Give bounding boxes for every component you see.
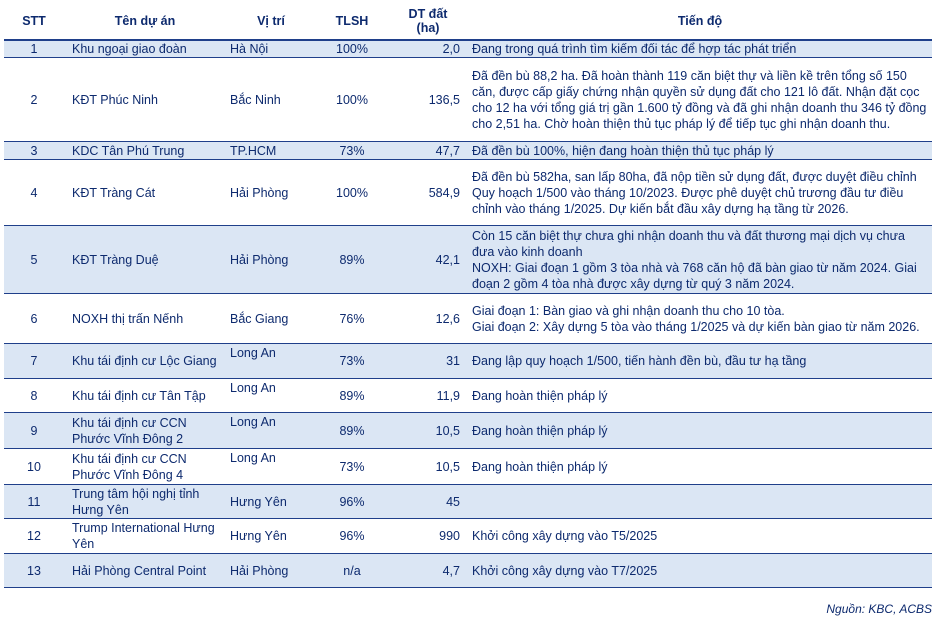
cell-area: 31	[388, 344, 468, 379]
cell-location: Hưng Yên	[226, 485, 316, 519]
cell-project: Khu tái định cư Tân Tập	[64, 379, 226, 413]
cell-ownership: 100%	[316, 160, 388, 226]
cell-stt: 2	[4, 58, 64, 142]
cell-location: Hà Nội	[226, 40, 316, 58]
cell-progress: Đã đền bù 100%, hiện đang hoàn thiện thủ tục pháp lý	[468, 142, 932, 160]
header-ownership: TLSH	[316, 2, 388, 40]
cell-area: 12,6	[388, 294, 468, 344]
table-row	[4, 519, 932, 554]
cell-project: Khu tái định cư Lộc Giang	[64, 344, 226, 379]
cell-location: Long An	[226, 379, 316, 413]
cell-progress: Đã đền bù 582ha, san lấp 80ha, đã nộp tiền sử dụng đất, được duyệt điều chỉnh Quy hoạch 1/500 vào tháng 10/2023. Được phê duyệt chủ trương đầu tư điều chỉnh vào tháng 1/2025. Dự kiến bắt đầu xây dựng hạ tầng từ 2026.	[468, 160, 932, 226]
cell-stt: 11	[4, 485, 64, 519]
cell-project: Khu tái định cư CCN Phước Vĩnh Đông 2	[64, 413, 226, 449]
cell-project: Khu tái định cư CCN Phước Vĩnh Đông 4	[64, 449, 226, 485]
table-row	[4, 40, 932, 58]
cell-area: 42,1	[388, 226, 468, 294]
cell-stt: 6	[4, 294, 64, 344]
cell-area: 584,9	[388, 160, 468, 226]
cell-ownership: 73%	[316, 449, 388, 485]
header-area: DT đất (ha)	[388, 2, 468, 40]
cell-stt: 3	[4, 142, 64, 160]
cell-progress: Đang hoàn thiện pháp lý	[468, 379, 932, 413]
header-stt: STT	[4, 2, 64, 40]
cell-location: Hải Phòng	[226, 160, 316, 226]
header-location: Vị trí	[226, 2, 316, 40]
cell-ownership: 96%	[316, 485, 388, 519]
cell-stt: 9	[4, 413, 64, 449]
table-row	[4, 58, 932, 142]
cell-location: Bắc Giang	[226, 294, 316, 344]
cell-location: Bắc Ninh	[226, 58, 316, 142]
cell-project: KDC Tân Phú Trung	[64, 142, 226, 160]
cell-area: 2,0	[388, 40, 468, 58]
cell-location: Long An	[226, 344, 316, 379]
table-row	[4, 379, 932, 413]
cell-progress: Còn 15 căn biệt thự chưa ghi nhận doanh thu và đất thương mại dịch vụ chưa đưa vào kinh doanh NOXH: Giai đoạn 1 gồm 3 tòa nhà và 768 căn hộ đã bàn giao từ năm 2024. Giai đoạn 2 gồm 4 tòa nhà được xây dựng từ quý 3 năm 2024.	[468, 226, 932, 294]
cell-ownership: 89%	[316, 226, 388, 294]
cell-progress: Đang trong quá trình tìm kiếm đối tác để hợp tác phát triển	[468, 40, 932, 58]
table-row	[4, 413, 932, 449]
cell-ownership: 100%	[316, 40, 388, 58]
cell-ownership: n/a	[316, 554, 388, 588]
project-table	[4, 2, 932, 588]
cell-location: TP.HCM	[226, 142, 316, 160]
cell-ownership: 73%	[316, 142, 388, 160]
cell-ownership: 89%	[316, 379, 388, 413]
table-row	[4, 226, 932, 294]
cell-area: 4,7	[388, 554, 468, 588]
table-row	[4, 294, 932, 344]
cell-stt: 4	[4, 160, 64, 226]
cell-progress: Khởi công xây dựng vào T7/2025	[468, 554, 932, 588]
cell-location: Long An	[226, 449, 316, 485]
cell-project: Hải Phòng Central Point	[64, 554, 226, 588]
cell-project: KĐT Tràng Cát	[64, 160, 226, 226]
cell-stt: 7	[4, 344, 64, 379]
table-row	[4, 449, 932, 485]
cell-ownership: 76%	[316, 294, 388, 344]
cell-area: 136,5	[388, 58, 468, 142]
cell-area: 11,9	[388, 379, 468, 413]
header-project: Tên dự án	[64, 2, 226, 40]
cell-ownership: 89%	[316, 413, 388, 449]
cell-stt: 13	[4, 554, 64, 588]
cell-area: 10,5	[388, 449, 468, 485]
cell-progress: Khởi công xây dựng vào T5/2025	[468, 519, 932, 554]
cell-stt: 12	[4, 519, 64, 554]
cell-project: Khu ngoại giao đoàn	[64, 40, 226, 58]
cell-location: Long An	[226, 413, 316, 449]
cell-project: NOXH thị trấn Nếnh	[64, 294, 226, 344]
cell-ownership: 100%	[316, 58, 388, 142]
table-row	[4, 160, 932, 226]
cell-ownership: 73%	[316, 344, 388, 379]
table-row	[4, 344, 932, 379]
cell-project: Trung tâm hội nghị tỉnh Hưng Yên	[64, 485, 226, 519]
cell-area: 990	[388, 519, 468, 554]
source-note: Nguồn: KBC, ACBS	[826, 602, 932, 616]
cell-stt: 1	[4, 40, 64, 58]
cell-stt: 10	[4, 449, 64, 485]
table-row	[4, 485, 932, 519]
header-progress: Tiến độ	[468, 2, 932, 40]
cell-area: 45	[388, 485, 468, 519]
cell-location: Hải Phòng	[226, 554, 316, 588]
cell-progress: Đang hoàn thiện pháp lý	[468, 449, 932, 485]
cell-progress	[468, 485, 932, 519]
cell-stt: 8	[4, 379, 64, 413]
cell-ownership: 96%	[316, 519, 388, 554]
cell-location: Hưng Yên	[226, 519, 316, 554]
cell-stt: 5	[4, 226, 64, 294]
table-row	[4, 554, 932, 588]
cell-project: KĐT Tràng Duệ	[64, 226, 226, 294]
cell-progress: Đang lập quy hoạch 1/500, tiến hành đền bù, đầu tư hạ tầng	[468, 344, 932, 379]
cell-progress: Giai đoạn 1: Bàn giao và ghi nhận doanh thu cho 10 tòa. Giai đoạn 2: Xây dựng 5 tòa vào tháng 1/2025 và dự kiến bàn giao từ năm 2026.	[468, 294, 932, 344]
cell-project: Trump International Hưng Yên	[64, 519, 226, 554]
cell-progress: Đã đền bù 88,2 ha. Đã hoàn thành 119 căn biệt thự và liền kề trên tổng số 150 căn, được cấp giấy chứng nhận quyền sử dụng đất cho 121 lô đất. Nhận đặt cọc cho 12 ha với tổng giá trị gần 1.600 tỷ đồng và đã ghi nhận doanh thu 346 tỷ đồng cho 2,51 ha. Chờ hoàn thiện thủ tục pháp lý để tiếp tục ghi nhận doanh thu.	[468, 58, 932, 142]
table-header-row	[4, 2, 932, 40]
cell-area: 47,7	[388, 142, 468, 160]
cell-project: KĐT Phúc Ninh	[64, 58, 226, 142]
cell-location: Hải Phòng	[226, 226, 316, 294]
cell-progress: Đang hoàn thiện pháp lý	[468, 413, 932, 449]
cell-area: 10,5	[388, 413, 468, 449]
table-row	[4, 142, 932, 160]
